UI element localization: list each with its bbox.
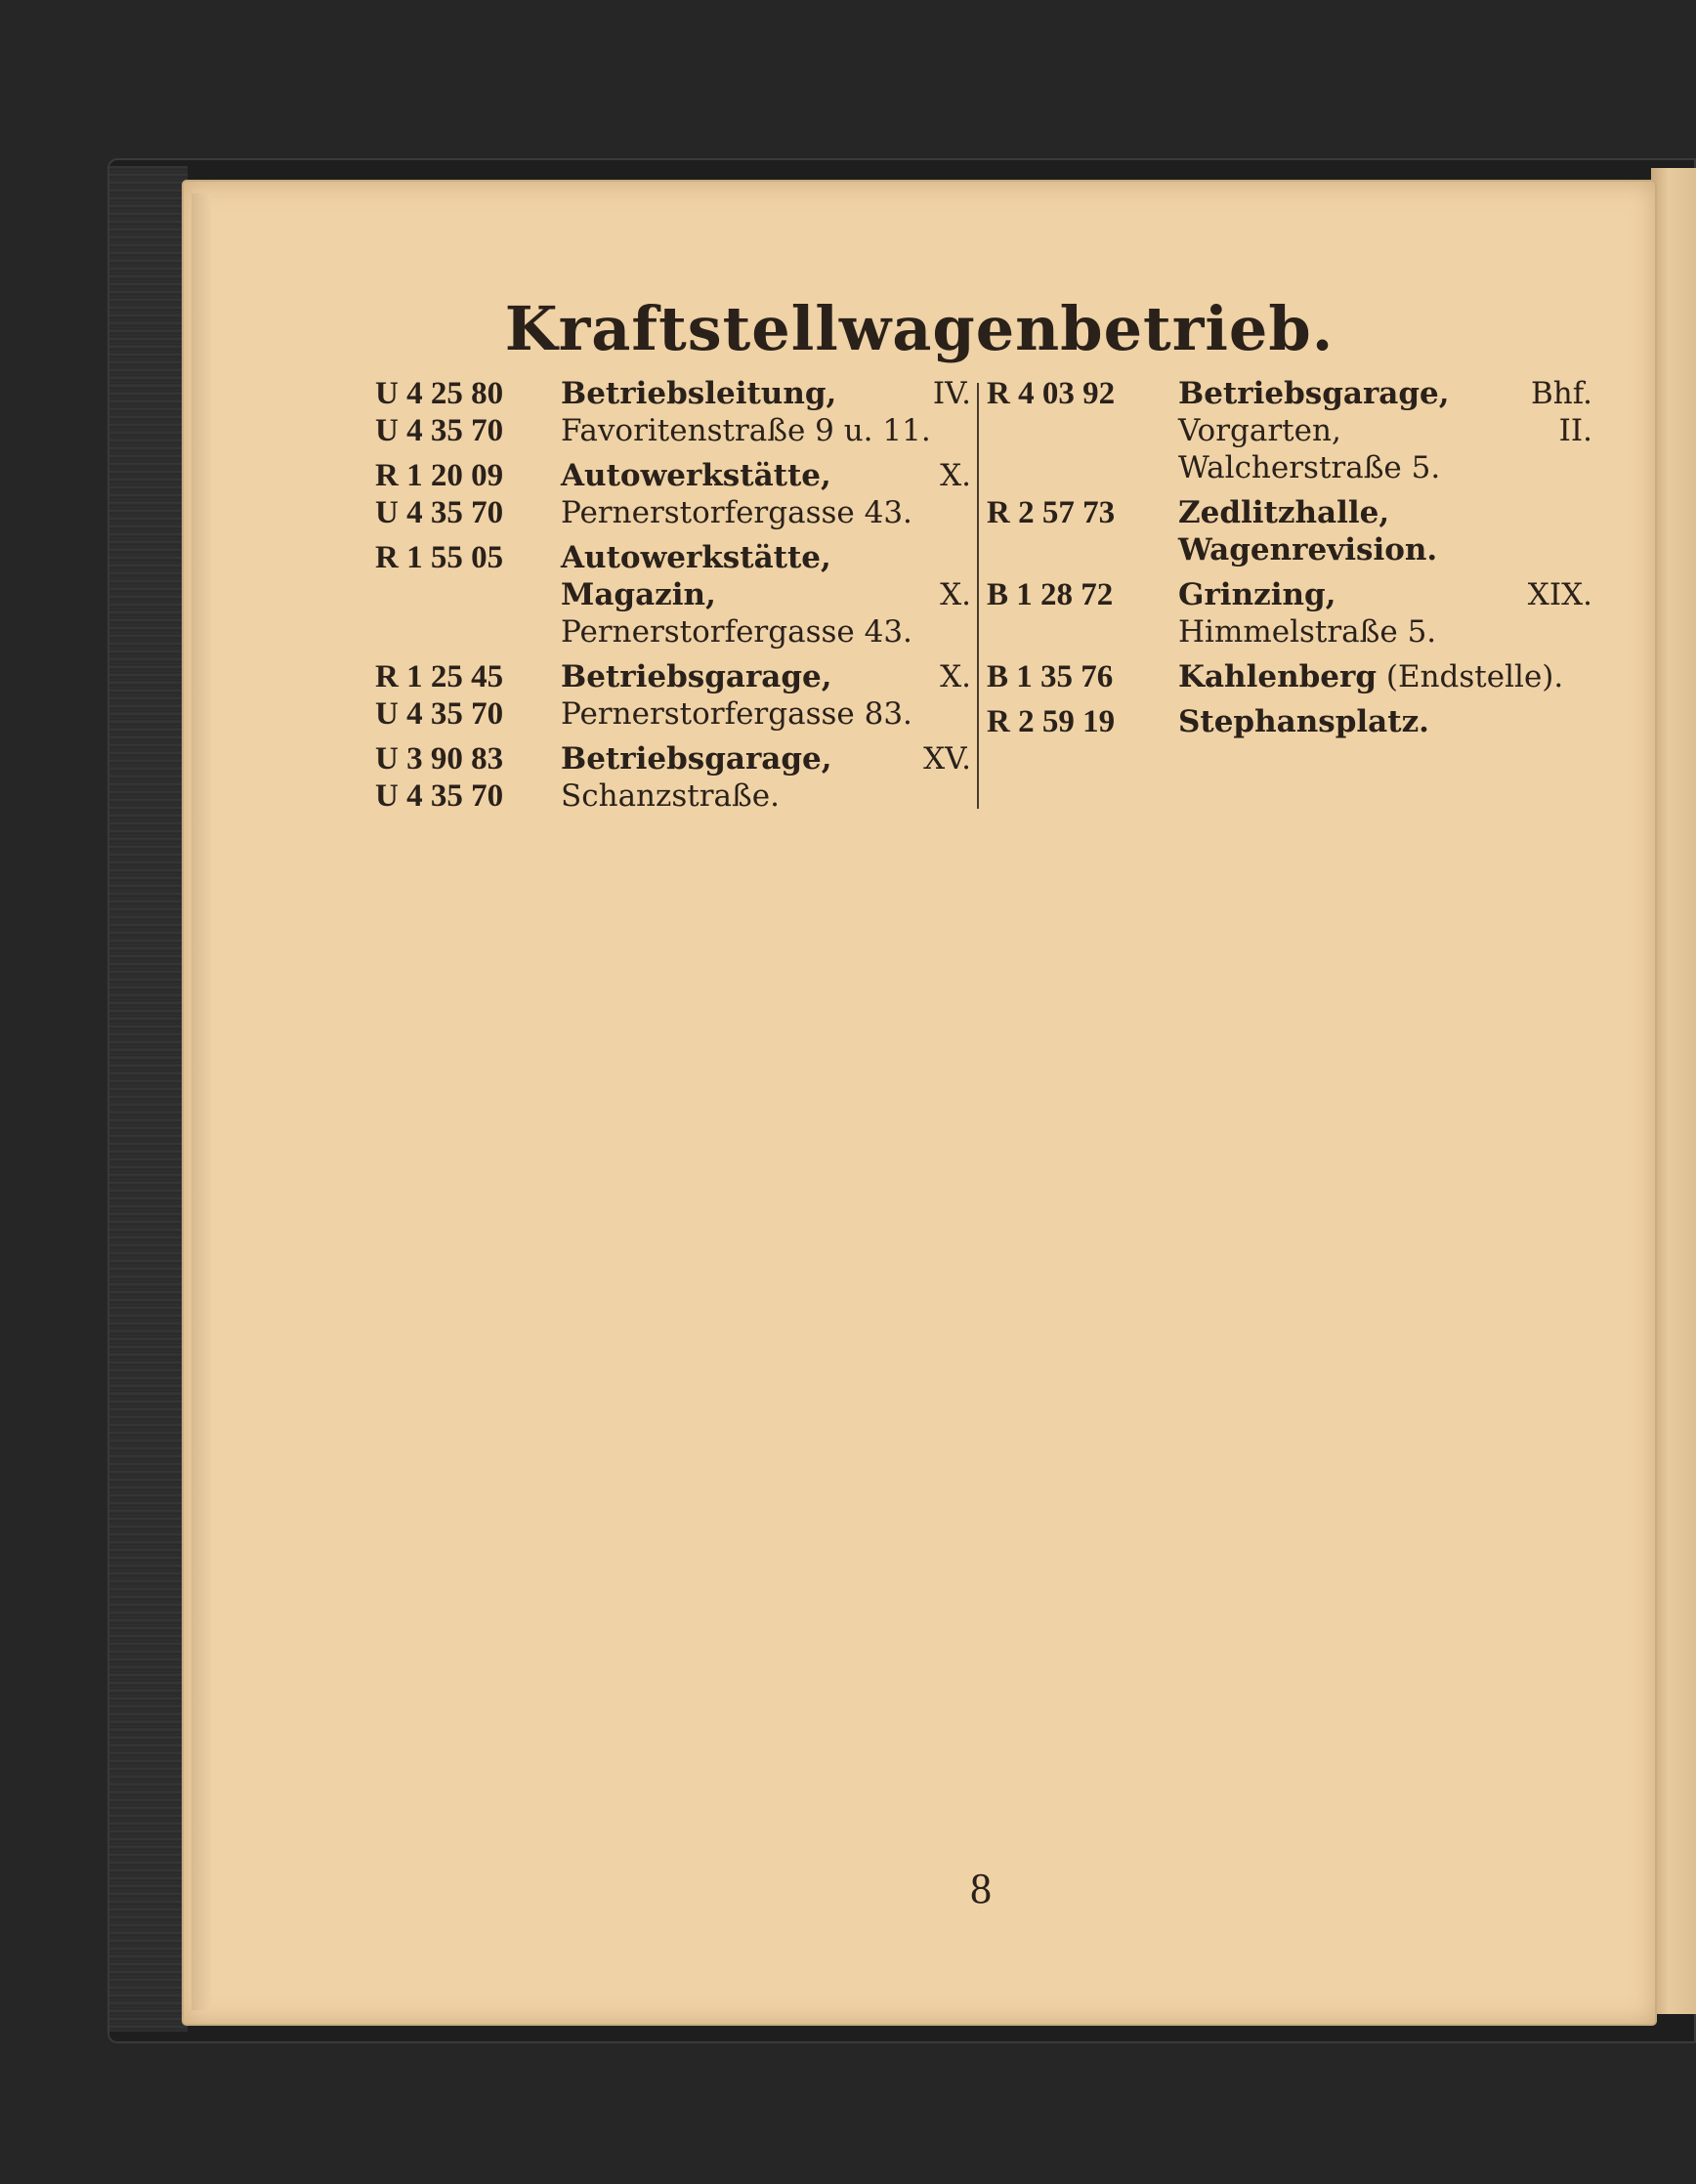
column-divider [977,383,979,809]
entry-name: Zedlitzhalle, Wagenrevision. [1178,495,1438,567]
entry-address: X. Pernerstorfergasse 43. [561,458,971,530]
directory-entry [987,658,1592,695]
phone-numbers [375,375,561,449]
phone-number: U 4 35 70 [375,413,504,448]
page-number: 8 [970,1865,992,1912]
directory-entry [987,576,1592,651]
phone-numbers [375,457,561,531]
phone-number: U 4 25 80 [375,376,504,411]
entry-address: IV. Favoritenstraße 9 u. 11. [561,376,971,448]
entry-name: Grinzing, [1178,577,1336,612]
phone-numbers [987,375,1178,486]
phone-numbers [375,658,561,733]
directory-entry [375,539,971,651]
page-gutter-shadow [191,193,211,2010]
entry-text [1178,494,1592,568]
phone-number: B 1 35 76 [987,659,1114,694]
phone-number: R 1 55 05 [375,540,504,575]
phone-number: U 4 35 70 [375,778,504,814]
entry-address: XV. Schanzstraße. [561,741,971,814]
entry-text [561,539,971,651]
book-spine [109,166,188,2032]
entry-address: XIX. Himmelstraße 5. [1178,577,1592,650]
phone-number: R 4 03 92 [987,376,1116,411]
directory-entry [375,375,971,449]
phone-numbers [987,494,1178,568]
entry-name: Stephansplatz. [1178,704,1429,739]
phone-numbers [375,539,561,651]
entry-text [561,658,971,733]
entry-name: Betriebsgarage, [561,741,832,777]
phone-numbers [987,703,1178,740]
phone-number: R 1 20 09 [375,458,504,493]
entry-name: Betriebsgarage, [561,659,832,694]
entry-address: X. Pernerstorfergasse 43. [561,577,971,650]
phone-number: U 4 35 70 [375,495,504,530]
directory-entry [375,457,971,531]
directory-entry [987,375,1592,486]
entry-address: Bhf. Vorgarten, II. Walcherstraße 5. [1178,376,1592,485]
phone-number: R 1 25 45 [375,659,504,694]
left-column [375,375,971,822]
entry-text [561,457,971,531]
entry-text [1178,375,1592,486]
entry-address: (Endstelle). [1377,659,1564,694]
phone-number: U 3 90 83 [375,741,504,777]
entry-text [561,375,971,449]
entry-address: X. Pernerstorfergasse 83. [561,659,971,732]
entry-name: Betriebsleitung, [561,376,837,411]
directory-entry [375,740,971,815]
entry-text [1178,703,1592,740]
phone-numbers [375,740,561,815]
entry-text [561,740,971,815]
directory-entry [987,494,1592,568]
phone-number: R 2 57 73 [987,495,1116,530]
phone-number: U 4 35 70 [375,696,504,732]
directory-entry [375,658,971,733]
right-column [987,375,1592,748]
phone-numbers [987,658,1178,695]
phone-number: R 2 59 19 [987,704,1116,739]
entry-name: Betriebsgarage, [1178,376,1450,411]
entry-text [1178,576,1592,651]
page-title: Kraftstellwagenbetrieb. [504,293,1335,364]
directory-entry [987,703,1592,740]
entry-name: Autowerkstätte, Magazin, [561,540,831,612]
phone-numbers [987,576,1178,651]
facing-page-edge [1651,168,1696,2014]
phone-number: B 1 28 72 [987,577,1114,612]
entry-text [1178,658,1592,695]
entry-name: Kahlenberg [1178,659,1378,694]
entry-name: Autowerkstätte, [561,458,831,493]
